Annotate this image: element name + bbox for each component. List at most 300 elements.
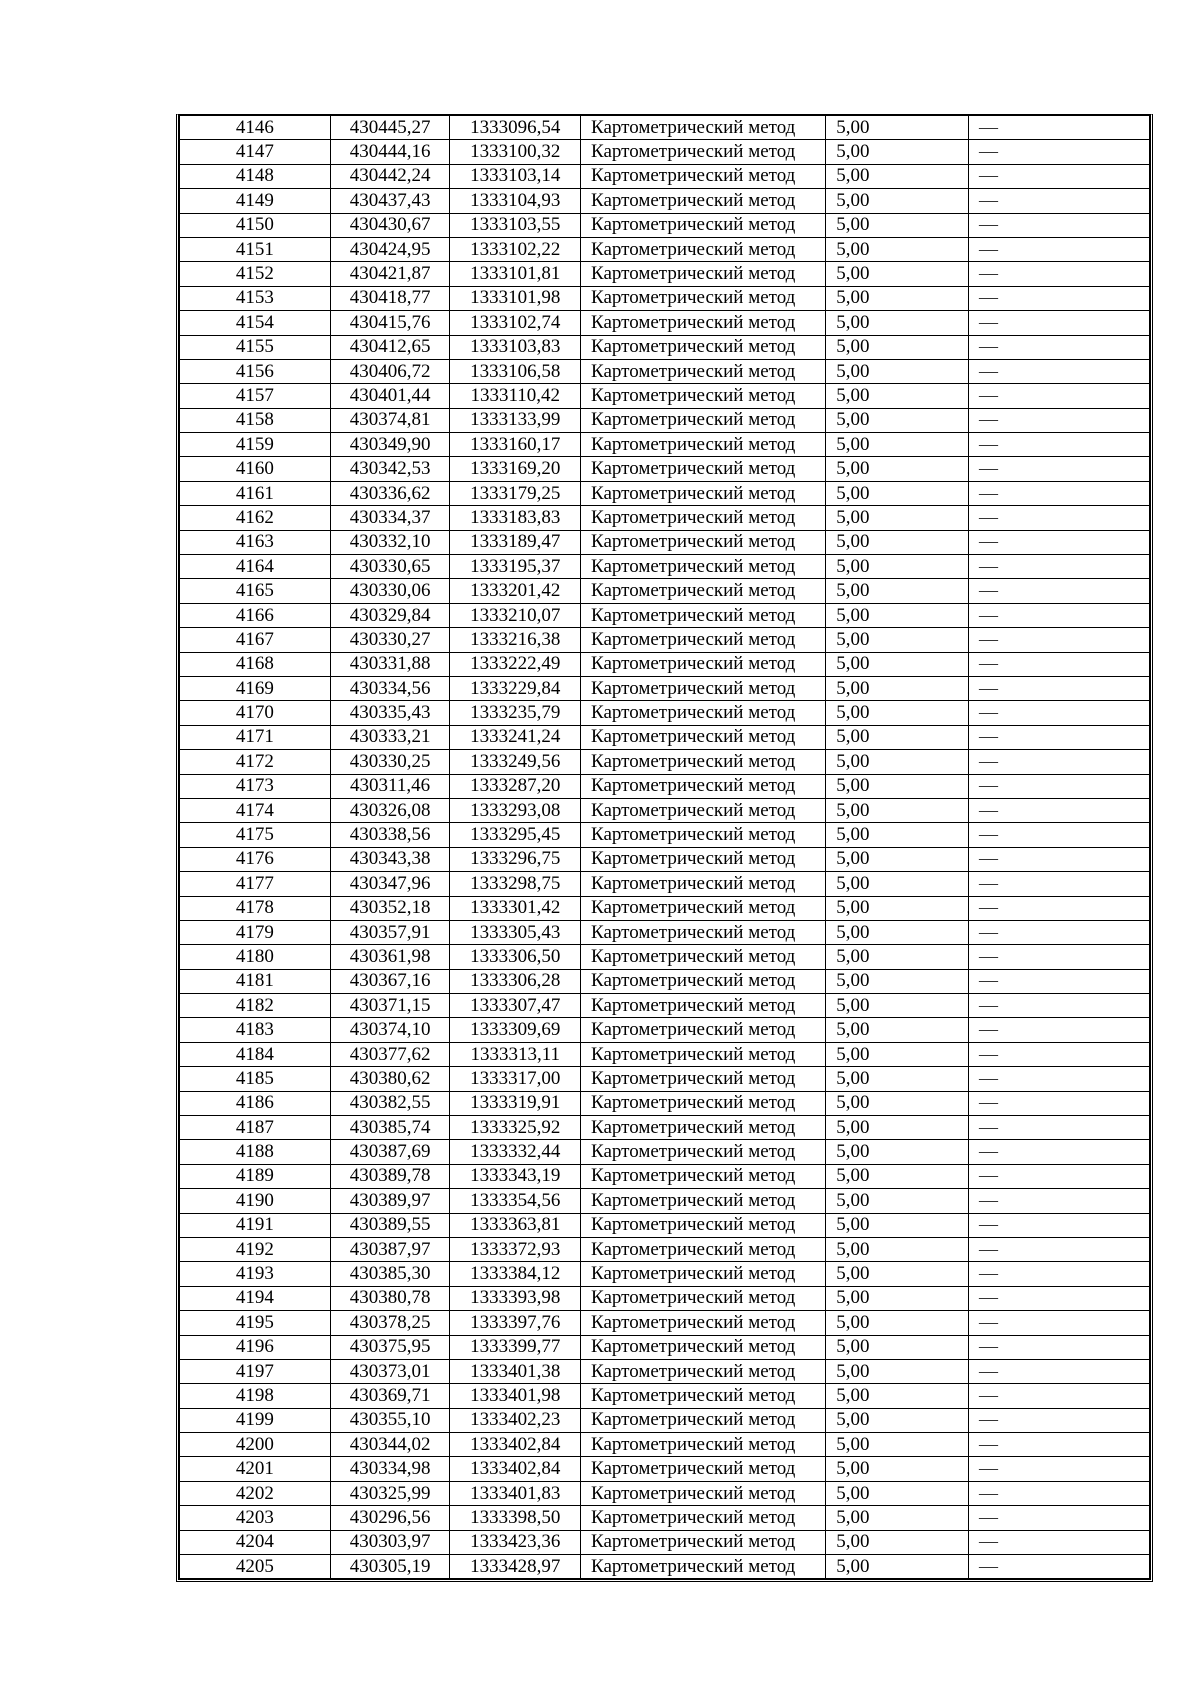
method-cell: Картометрический метод xyxy=(581,1311,826,1335)
y-coordinate-cell: 1333402,23 xyxy=(450,1408,581,1432)
method-cell: Картометрический метод xyxy=(581,140,826,164)
method-cell: Картометрический метод xyxy=(581,530,826,554)
method-cell: Картометрический метод xyxy=(581,1262,826,1286)
table-row xyxy=(180,286,1150,310)
table-row xyxy=(180,725,1150,749)
method-cell: Картометрический метод xyxy=(581,1408,826,1432)
method-cell: Картометрический метод xyxy=(581,506,826,530)
y-coordinate-cell: 1333401,98 xyxy=(450,1384,581,1408)
accuracy-cell: 5,00 xyxy=(826,872,969,896)
description-cell: — xyxy=(969,579,1150,603)
description-cell: — xyxy=(969,1018,1150,1042)
y-coordinate-cell: 1333195,37 xyxy=(450,555,581,579)
y-coordinate-cell: 1333103,14 xyxy=(450,164,581,188)
accuracy-cell: 5,00 xyxy=(826,1067,969,1091)
y-coordinate-cell: 1333402,84 xyxy=(450,1433,581,1457)
accuracy-cell: 5,00 xyxy=(826,433,969,457)
x-coordinate-cell: 430424,95 xyxy=(330,237,450,261)
x-coordinate-cell: 430330,27 xyxy=(330,628,450,652)
accuracy-cell: 5,00 xyxy=(826,164,969,188)
table-row xyxy=(180,579,1150,603)
y-coordinate-cell: 1333307,47 xyxy=(450,994,581,1018)
x-coordinate-cell: 430382,55 xyxy=(330,1091,450,1115)
point-number-cell: 4178 xyxy=(180,896,331,920)
y-coordinate-cell: 1333384,12 xyxy=(450,1262,581,1286)
method-cell: Картометрический метод xyxy=(581,652,826,676)
description-cell: — xyxy=(969,994,1150,1018)
point-number-cell: 4168 xyxy=(180,652,331,676)
table-row xyxy=(180,555,1150,579)
accuracy-cell: 5,00 xyxy=(826,579,969,603)
table-row xyxy=(180,798,1150,822)
point-number-cell: 4200 xyxy=(180,1433,331,1457)
table-row xyxy=(180,1481,1150,1505)
description-cell: — xyxy=(969,189,1150,213)
x-coordinate-cell: 430389,97 xyxy=(330,1189,450,1213)
coordinates-table xyxy=(179,115,1150,1579)
point-number-cell: 4174 xyxy=(180,798,331,822)
y-coordinate-cell: 1333313,11 xyxy=(450,1042,581,1066)
accuracy-cell: 5,00 xyxy=(826,823,969,847)
y-coordinate-cell: 1333428,97 xyxy=(450,1555,581,1579)
point-number-cell: 4147 xyxy=(180,140,331,164)
table-row xyxy=(180,969,1150,993)
accuracy-cell: 5,00 xyxy=(826,1481,969,1505)
x-coordinate-cell: 430296,56 xyxy=(330,1506,450,1530)
point-number-cell: 4180 xyxy=(180,945,331,969)
point-number-cell: 4190 xyxy=(180,1189,331,1213)
accuracy-cell: 5,00 xyxy=(826,116,969,140)
table-row xyxy=(180,1457,1150,1481)
method-cell: Картометрический метод xyxy=(581,969,826,993)
y-coordinate-cell: 1333372,93 xyxy=(450,1237,581,1261)
y-coordinate-cell: 1333296,75 xyxy=(450,847,581,871)
method-cell: Картометрический метод xyxy=(581,725,826,749)
x-coordinate-cell: 430342,53 xyxy=(330,457,450,481)
method-cell: Картометрический метод xyxy=(581,1555,826,1579)
x-coordinate-cell: 430445,27 xyxy=(330,116,450,140)
x-coordinate-cell: 430361,98 xyxy=(330,945,450,969)
table-row xyxy=(180,164,1150,188)
accuracy-cell: 5,00 xyxy=(826,555,969,579)
method-cell: Картометрический метод xyxy=(581,1237,826,1261)
y-coordinate-cell: 1333399,77 xyxy=(450,1335,581,1359)
method-cell: Картометрический метод xyxy=(581,311,826,335)
x-coordinate-cell: 430338,56 xyxy=(330,823,450,847)
table-row xyxy=(180,701,1150,725)
method-cell: Картометрический метод xyxy=(581,603,826,627)
description-cell: — xyxy=(969,701,1150,725)
x-coordinate-cell: 430389,78 xyxy=(330,1164,450,1188)
point-number-cell: 4184 xyxy=(180,1042,331,1066)
x-coordinate-cell: 430330,06 xyxy=(330,579,450,603)
table-row xyxy=(180,140,1150,164)
x-coordinate-cell: 430344,02 xyxy=(330,1433,450,1457)
method-cell: Картометрический метод xyxy=(581,335,826,359)
point-number-cell: 4162 xyxy=(180,506,331,530)
description-cell: — xyxy=(969,116,1150,140)
accuracy-cell: 5,00 xyxy=(826,1091,969,1115)
accuracy-cell: 5,00 xyxy=(826,1213,969,1237)
description-cell: — xyxy=(969,676,1150,700)
accuracy-cell: 5,00 xyxy=(826,798,969,822)
description-cell: — xyxy=(969,774,1150,798)
description-cell: — xyxy=(969,481,1150,505)
table-row xyxy=(180,847,1150,871)
x-coordinate-cell: 430357,91 xyxy=(330,920,450,944)
coordinates-table-frame xyxy=(176,114,1153,1582)
accuracy-cell: 5,00 xyxy=(826,652,969,676)
description-cell: — xyxy=(969,1433,1150,1457)
description-cell: — xyxy=(969,725,1150,749)
point-number-cell: 4204 xyxy=(180,1530,331,1554)
method-cell: Картометрический метод xyxy=(581,823,826,847)
y-coordinate-cell: 1333423,36 xyxy=(450,1530,581,1554)
method-cell: Картометрический метод xyxy=(581,1384,826,1408)
x-coordinate-cell: 430311,46 xyxy=(330,774,450,798)
point-number-cell: 4198 xyxy=(180,1384,331,1408)
accuracy-cell: 5,00 xyxy=(826,701,969,725)
description-cell: — xyxy=(969,311,1150,335)
accuracy-cell: 5,00 xyxy=(826,1506,969,1530)
method-cell: Картометрический метод xyxy=(581,628,826,652)
method-cell: Картометрический метод xyxy=(581,1530,826,1554)
accuracy-cell: 5,00 xyxy=(826,969,969,993)
table-row xyxy=(180,1067,1150,1091)
y-coordinate-cell: 1333102,74 xyxy=(450,311,581,335)
accuracy-cell: 5,00 xyxy=(826,1164,969,1188)
x-coordinate-cell: 430369,71 xyxy=(330,1384,450,1408)
method-cell: Картометрический метод xyxy=(581,1506,826,1530)
description-cell: — xyxy=(969,1457,1150,1481)
x-coordinate-cell: 430331,88 xyxy=(330,652,450,676)
y-coordinate-cell: 1333402,84 xyxy=(450,1457,581,1481)
point-number-cell: 4146 xyxy=(180,116,331,140)
accuracy-cell: 5,00 xyxy=(826,603,969,627)
x-coordinate-cell: 430380,62 xyxy=(330,1067,450,1091)
point-number-cell: 4177 xyxy=(180,872,331,896)
method-cell: Картометрический метод xyxy=(581,1067,826,1091)
accuracy-cell: 5,00 xyxy=(826,896,969,920)
description-cell: — xyxy=(969,603,1150,627)
y-coordinate-cell: 1333401,83 xyxy=(450,1481,581,1505)
accuracy-cell: 5,00 xyxy=(826,628,969,652)
x-coordinate-cell: 430389,55 xyxy=(330,1213,450,1237)
description-cell: — xyxy=(969,652,1150,676)
description-cell: — xyxy=(969,213,1150,237)
description-cell: — xyxy=(969,1384,1150,1408)
description-cell: — xyxy=(969,896,1150,920)
method-cell: Картометрический метод xyxy=(581,116,826,140)
y-coordinate-cell: 1333319,91 xyxy=(450,1091,581,1115)
y-coordinate-cell: 1333343,19 xyxy=(450,1164,581,1188)
point-number-cell: 4163 xyxy=(180,530,331,554)
point-number-cell: 4189 xyxy=(180,1164,331,1188)
y-coordinate-cell: 1333325,92 xyxy=(450,1116,581,1140)
description-cell: — xyxy=(969,1189,1150,1213)
table-row xyxy=(180,116,1150,140)
table-row xyxy=(180,1311,1150,1335)
x-coordinate-cell: 430334,98 xyxy=(330,1457,450,1481)
table-row xyxy=(180,481,1150,505)
method-cell: Картометрический метод xyxy=(581,1359,826,1383)
table-row xyxy=(180,1335,1150,1359)
method-cell: Картометрический метод xyxy=(581,189,826,213)
accuracy-cell: 5,00 xyxy=(826,725,969,749)
table-row xyxy=(180,1189,1150,1213)
accuracy-cell: 5,00 xyxy=(826,359,969,383)
x-coordinate-cell: 430374,81 xyxy=(330,408,450,432)
y-coordinate-cell: 1333317,00 xyxy=(450,1067,581,1091)
description-cell: — xyxy=(969,1311,1150,1335)
description-cell: — xyxy=(969,1237,1150,1261)
x-coordinate-cell: 430329,84 xyxy=(330,603,450,627)
description-cell: — xyxy=(969,1091,1150,1115)
method-cell: Картометрический метод xyxy=(581,1189,826,1213)
point-number-cell: 4153 xyxy=(180,286,331,310)
description-cell: — xyxy=(969,1140,1150,1164)
accuracy-cell: 5,00 xyxy=(826,847,969,871)
table-row xyxy=(180,1116,1150,1140)
table-row xyxy=(180,628,1150,652)
table-row xyxy=(180,1018,1150,1042)
y-coordinate-cell: 1333100,32 xyxy=(450,140,581,164)
point-number-cell: 4182 xyxy=(180,994,331,1018)
point-number-cell: 4152 xyxy=(180,262,331,286)
table-row xyxy=(180,384,1150,408)
description-cell: — xyxy=(969,555,1150,579)
y-coordinate-cell: 1333309,69 xyxy=(450,1018,581,1042)
table-row xyxy=(180,1555,1150,1579)
table-row xyxy=(180,1359,1150,1383)
description-cell: — xyxy=(969,286,1150,310)
accuracy-cell: 5,00 xyxy=(826,994,969,1018)
y-coordinate-cell: 1333249,56 xyxy=(450,750,581,774)
point-number-cell: 4186 xyxy=(180,1091,331,1115)
point-number-cell: 4197 xyxy=(180,1359,331,1383)
y-coordinate-cell: 1333398,50 xyxy=(450,1506,581,1530)
point-number-cell: 4157 xyxy=(180,384,331,408)
x-coordinate-cell: 430387,97 xyxy=(330,1237,450,1261)
y-coordinate-cell: 1333354,56 xyxy=(450,1189,581,1213)
x-coordinate-cell: 430325,99 xyxy=(330,1481,450,1505)
y-coordinate-cell: 1333103,55 xyxy=(450,213,581,237)
table-row xyxy=(180,1506,1150,1530)
method-cell: Картометрический метод xyxy=(581,262,826,286)
table-row xyxy=(180,1530,1150,1554)
y-coordinate-cell: 1333397,76 xyxy=(450,1311,581,1335)
description-cell: — xyxy=(969,457,1150,481)
accuracy-cell: 5,00 xyxy=(826,1359,969,1383)
method-cell: Картометрический метод xyxy=(581,1335,826,1359)
description-cell: — xyxy=(969,750,1150,774)
y-coordinate-cell: 1333101,98 xyxy=(450,286,581,310)
method-cell: Картометрический метод xyxy=(581,701,826,725)
point-number-cell: 4188 xyxy=(180,1140,331,1164)
table-row xyxy=(180,1286,1150,1310)
x-coordinate-cell: 430430,67 xyxy=(330,213,450,237)
point-number-cell: 4203 xyxy=(180,1506,331,1530)
accuracy-cell: 5,00 xyxy=(826,335,969,359)
accuracy-cell: 5,00 xyxy=(826,1433,969,1457)
point-number-cell: 4156 xyxy=(180,359,331,383)
x-coordinate-cell: 430377,62 xyxy=(330,1042,450,1066)
method-cell: Картометрический метод xyxy=(581,896,826,920)
description-cell: — xyxy=(969,1408,1150,1432)
table-row xyxy=(180,1408,1150,1432)
point-number-cell: 4183 xyxy=(180,1018,331,1042)
description-cell: — xyxy=(969,262,1150,286)
accuracy-cell: 5,00 xyxy=(826,1408,969,1432)
accuracy-cell: 5,00 xyxy=(826,530,969,554)
y-coordinate-cell: 1333305,43 xyxy=(450,920,581,944)
x-coordinate-cell: 430332,10 xyxy=(330,530,450,554)
x-coordinate-cell: 430335,43 xyxy=(330,701,450,725)
method-cell: Картометрический метод xyxy=(581,1164,826,1188)
accuracy-cell: 5,00 xyxy=(826,1189,969,1213)
method-cell: Картометрический метод xyxy=(581,579,826,603)
y-coordinate-cell: 1333103,83 xyxy=(450,335,581,359)
y-coordinate-cell: 1333295,45 xyxy=(450,823,581,847)
point-number-cell: 4194 xyxy=(180,1286,331,1310)
description-cell: — xyxy=(969,1213,1150,1237)
point-number-cell: 4167 xyxy=(180,628,331,652)
y-coordinate-cell: 1333102,22 xyxy=(450,237,581,261)
y-coordinate-cell: 1333104,93 xyxy=(450,189,581,213)
description-cell: — xyxy=(969,823,1150,847)
x-coordinate-cell: 430326,08 xyxy=(330,798,450,822)
table-row xyxy=(180,920,1150,944)
method-cell: Картометрический метод xyxy=(581,1481,826,1505)
description-cell: — xyxy=(969,1555,1150,1579)
table-row xyxy=(180,945,1150,969)
table-row xyxy=(180,1091,1150,1115)
method-cell: Картометрический метод xyxy=(581,1140,826,1164)
accuracy-cell: 5,00 xyxy=(826,140,969,164)
method-cell: Картометрический метод xyxy=(581,1286,826,1310)
accuracy-cell: 5,00 xyxy=(826,1237,969,1261)
y-coordinate-cell: 1333189,47 xyxy=(450,530,581,554)
accuracy-cell: 5,00 xyxy=(826,920,969,944)
y-coordinate-cell: 1333201,42 xyxy=(450,579,581,603)
accuracy-cell: 5,00 xyxy=(826,945,969,969)
table-row xyxy=(180,774,1150,798)
point-number-cell: 4158 xyxy=(180,408,331,432)
point-number-cell: 4175 xyxy=(180,823,331,847)
point-number-cell: 4202 xyxy=(180,1481,331,1505)
accuracy-cell: 5,00 xyxy=(826,1530,969,1554)
description-cell: — xyxy=(969,433,1150,457)
x-coordinate-cell: 430303,97 xyxy=(330,1530,450,1554)
y-coordinate-cell: 1333101,81 xyxy=(450,262,581,286)
point-number-cell: 4161 xyxy=(180,481,331,505)
method-cell: Картометрический метод xyxy=(581,1433,826,1457)
method-cell: Картометрический метод xyxy=(581,481,826,505)
point-number-cell: 4181 xyxy=(180,969,331,993)
method-cell: Картометрический метод xyxy=(581,994,826,1018)
method-cell: Картометрический метод xyxy=(581,676,826,700)
x-coordinate-cell: 430387,69 xyxy=(330,1140,450,1164)
point-number-cell: 4191 xyxy=(180,1213,331,1237)
point-number-cell: 4151 xyxy=(180,237,331,261)
table-row xyxy=(180,676,1150,700)
table-row xyxy=(180,1384,1150,1408)
x-coordinate-cell: 430373,01 xyxy=(330,1359,450,1383)
method-cell: Картометрический метод xyxy=(581,457,826,481)
table-row xyxy=(180,213,1150,237)
table-row xyxy=(180,433,1150,457)
accuracy-cell: 5,00 xyxy=(826,1384,969,1408)
point-number-cell: 4165 xyxy=(180,579,331,603)
description-cell: — xyxy=(969,1262,1150,1286)
accuracy-cell: 5,00 xyxy=(826,286,969,310)
x-coordinate-cell: 430380,78 xyxy=(330,1286,450,1310)
table-row xyxy=(180,1262,1150,1286)
x-coordinate-cell: 430406,72 xyxy=(330,359,450,383)
description-cell: — xyxy=(969,530,1150,554)
accuracy-cell: 5,00 xyxy=(826,408,969,432)
description-cell: — xyxy=(969,920,1150,944)
point-number-cell: 4164 xyxy=(180,555,331,579)
y-coordinate-cell: 1333183,83 xyxy=(450,506,581,530)
y-coordinate-cell: 1333363,81 xyxy=(450,1213,581,1237)
y-coordinate-cell: 1333216,38 xyxy=(450,628,581,652)
point-number-cell: 4187 xyxy=(180,1116,331,1140)
accuracy-cell: 5,00 xyxy=(826,506,969,530)
y-coordinate-cell: 1333401,38 xyxy=(450,1359,581,1383)
y-coordinate-cell: 1333235,79 xyxy=(450,701,581,725)
point-number-cell: 4170 xyxy=(180,701,331,725)
x-coordinate-cell: 430385,30 xyxy=(330,1262,450,1286)
x-coordinate-cell: 430401,44 xyxy=(330,384,450,408)
accuracy-cell: 5,00 xyxy=(826,1286,969,1310)
accuracy-cell: 5,00 xyxy=(826,1262,969,1286)
accuracy-cell: 5,00 xyxy=(826,1042,969,1066)
x-coordinate-cell: 430444,16 xyxy=(330,140,450,164)
table-row xyxy=(180,237,1150,261)
description-cell: — xyxy=(969,384,1150,408)
y-coordinate-cell: 1333210,07 xyxy=(450,603,581,627)
method-cell: Картометрический метод xyxy=(581,237,826,261)
point-number-cell: 4179 xyxy=(180,920,331,944)
method-cell: Картометрический метод xyxy=(581,920,826,944)
x-coordinate-cell: 430343,38 xyxy=(330,847,450,871)
x-coordinate-cell: 430352,18 xyxy=(330,896,450,920)
method-cell: Картометрический метод xyxy=(581,945,826,969)
method-cell: Картометрический метод xyxy=(581,433,826,457)
accuracy-cell: 5,00 xyxy=(826,1335,969,1359)
x-coordinate-cell: 430437,43 xyxy=(330,189,450,213)
x-coordinate-cell: 430415,76 xyxy=(330,311,450,335)
y-coordinate-cell: 1333393,98 xyxy=(450,1286,581,1310)
point-number-cell: 4199 xyxy=(180,1408,331,1432)
method-cell: Картометрический метод xyxy=(581,798,826,822)
table-row xyxy=(180,896,1150,920)
y-coordinate-cell: 1333229,84 xyxy=(450,676,581,700)
description-cell: — xyxy=(969,237,1150,261)
description-cell: — xyxy=(969,1164,1150,1188)
description-cell: — xyxy=(969,969,1150,993)
method-cell: Картометрический метод xyxy=(581,750,826,774)
accuracy-cell: 5,00 xyxy=(826,1311,969,1335)
description-cell: — xyxy=(969,1116,1150,1140)
point-number-cell: 4169 xyxy=(180,676,331,700)
description-cell: — xyxy=(969,1042,1150,1066)
y-coordinate-cell: 1333287,20 xyxy=(450,774,581,798)
method-cell: Картометрический метод xyxy=(581,359,826,383)
point-number-cell: 4154 xyxy=(180,311,331,335)
accuracy-cell: 5,00 xyxy=(826,676,969,700)
